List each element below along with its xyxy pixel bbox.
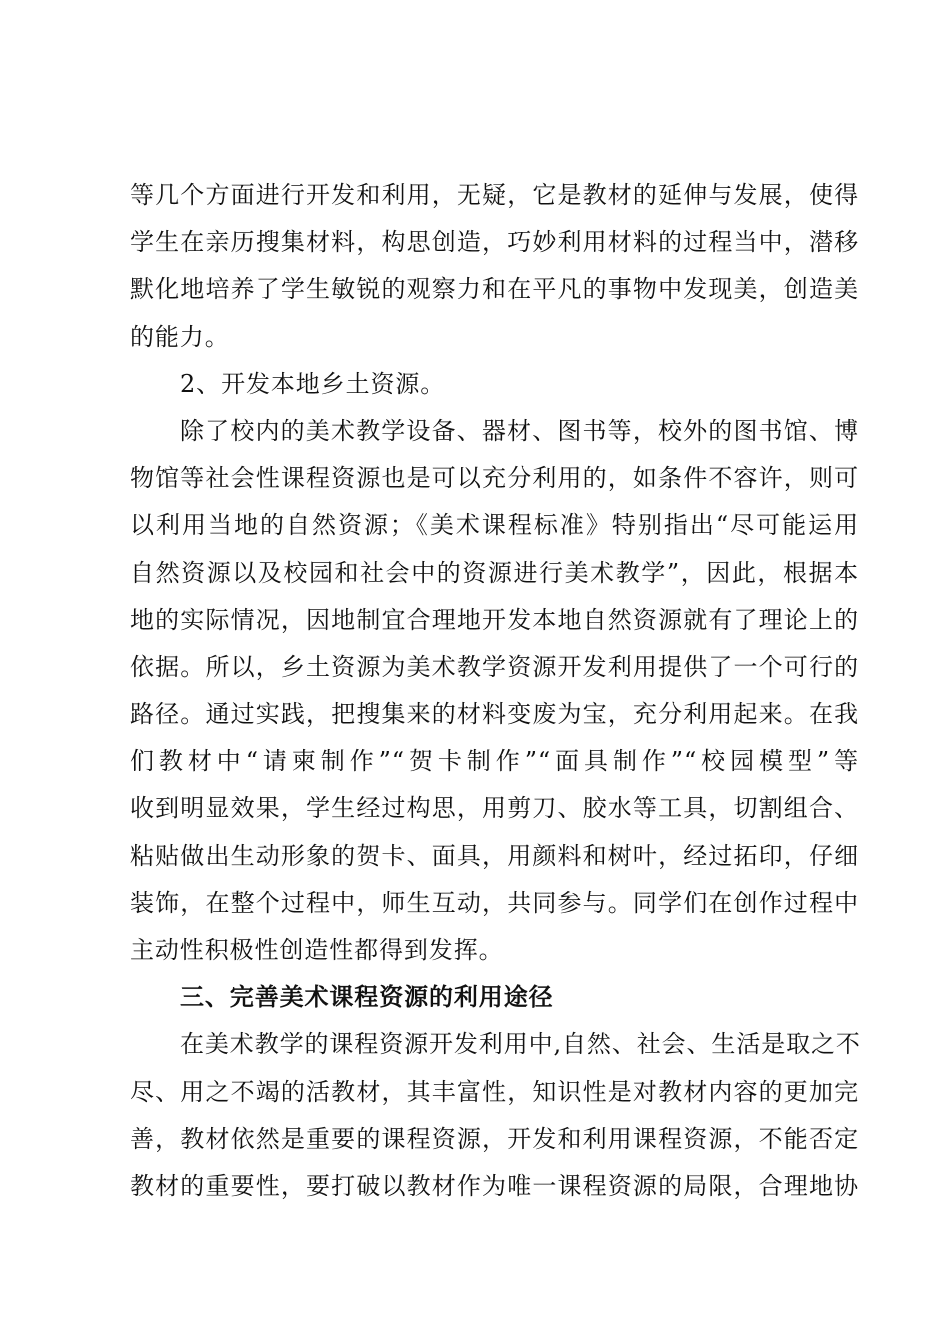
paragraph-line: 地的实际情况，因地制宜合理地开发本地自然资源就有了理论上的 xyxy=(130,605,859,634)
subsection-title: 2、开发本地乡土资源。 xyxy=(180,369,446,398)
paragraph-line: 路径。通过实践，把搜集来的材料变废为宝，充分利用起来。在我 xyxy=(130,700,859,729)
paragraph-line: 默化地培养了学生敏锐的观察力和在平凡的事物中发现美，创造美 xyxy=(130,275,859,304)
paragraph-line: 依据。所以，乡土资源为美术教学资源开发利用提供了一个可行的 xyxy=(130,652,859,681)
paragraph-line: 物馆等社会性课程资源也是可以充分利用的，如条件不容许，则可 xyxy=(130,464,859,493)
paragraph-line: 在美术教学的课程资源开发利用中,自然、社会、生活是取之不 xyxy=(180,1030,861,1059)
paragraph-line: 除了校内的美术教学设备、器材、图书等，校外的图书馆、博 xyxy=(180,416,859,445)
paragraph-line: 尽、用之不竭的活教材，其丰富性，知识性是对教材内容的更加完 xyxy=(130,1077,859,1106)
paragraph-line: 教材的重要性，要打破以教材作为唯一课程资源的局限，合理地协 xyxy=(130,1171,859,1200)
section-heading: 三、完善美术课程资源的利用途径 xyxy=(180,983,554,1012)
document-body xyxy=(130,172,859,1210)
paragraph-line: 善，教材依然是重要的课程资源，开发和利用课程资源，不能否定 xyxy=(130,1124,859,1153)
paragraph-line: 以利用当地的自然资源；《美术课程标准》特别指出“尽可能运用 xyxy=(130,511,859,540)
paragraph-line: 学生在亲历搜集材料，构思创造，巧妙利用材料的过程当中，潜移 xyxy=(130,228,859,257)
paragraph-line: 的能力。 xyxy=(130,322,230,351)
paragraph-line: 装饰，在整个过程中，师生互动，共同参与。同学们在创作过程中 xyxy=(130,888,859,917)
paragraph-line: 收到明显效果，学生经过构思，用剪刀、胶水等工具，切割组合、 xyxy=(130,794,859,823)
paragraph-line: 自然资源以及校园和社会中的资源进行美术教学”，因此，根据本 xyxy=(130,558,859,587)
paragraph-line: 粘贴做出生动形象的贺卡、面具，用颜料和树叶，经过拓印，仔细 xyxy=(130,841,859,870)
paragraph-line: 主动性积极性创造性都得到发挥。 xyxy=(130,936,504,964)
paragraph-line: 们教材中“请柬制作”“贺卡制作”“面具制作”“校园模型”等 xyxy=(130,747,859,776)
paragraph-line: 等几个方面进行开发和利用，无疑，它是教材的延伸与发展，使得 xyxy=(130,181,859,209)
